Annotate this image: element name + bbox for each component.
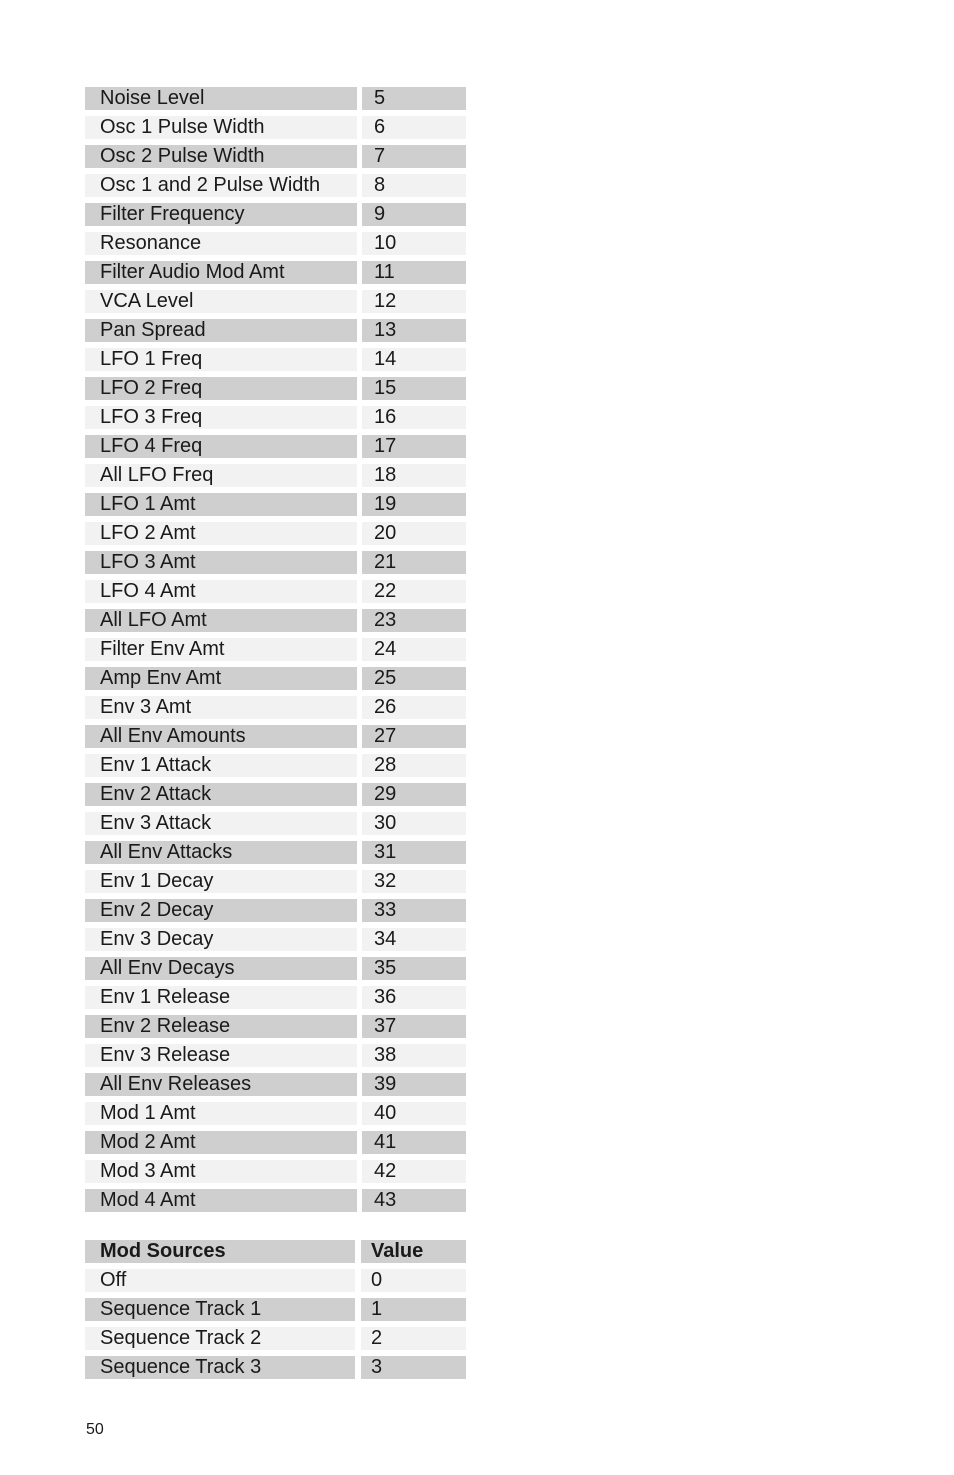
row-value: 21 xyxy=(362,551,466,574)
row-name: VCA Level xyxy=(85,290,357,313)
table-row xyxy=(85,1015,466,1044)
row-value: 32 xyxy=(362,870,466,893)
row-value: 25 xyxy=(362,667,466,690)
row-value: 42 xyxy=(362,1160,466,1183)
row-name: All LFO Amt xyxy=(85,609,357,632)
row-value: 29 xyxy=(362,783,466,806)
row-value: 0 xyxy=(361,1269,466,1292)
table-row xyxy=(85,870,466,899)
row-value: 40 xyxy=(362,1102,466,1125)
mod-sources-table xyxy=(85,1240,466,1385)
row-value: 33 xyxy=(362,899,466,922)
table-row xyxy=(85,957,466,986)
row-value: 34 xyxy=(362,928,466,951)
table-row xyxy=(85,522,466,551)
table-row xyxy=(85,406,466,435)
row-name: Sequence Track 2 xyxy=(85,1327,355,1350)
row-name: Off xyxy=(85,1269,355,1292)
table-row xyxy=(85,841,466,870)
row-value: 30 xyxy=(362,812,466,835)
row-value: 26 xyxy=(362,696,466,719)
table-row xyxy=(85,551,466,580)
table-row xyxy=(85,1102,466,1131)
table-row xyxy=(85,493,466,522)
row-value: 31 xyxy=(362,841,466,864)
row-name: Osc 1 and 2 Pulse Width xyxy=(85,174,357,197)
row-value: 9 xyxy=(362,203,466,226)
row-value: 18 xyxy=(362,464,466,487)
row-name: Resonance xyxy=(85,232,357,255)
row-name: LFO 4 Freq xyxy=(85,435,357,458)
row-name: Env 1 Decay xyxy=(85,870,357,893)
row-name: All Env Attacks xyxy=(85,841,357,864)
row-name: Pan Spread xyxy=(85,319,357,342)
row-value: 12 xyxy=(362,290,466,313)
row-name: LFO 3 Freq xyxy=(85,406,357,429)
table-row xyxy=(85,928,466,957)
table-row xyxy=(85,1356,466,1385)
row-name: Env 2 Decay xyxy=(85,899,357,922)
table-row xyxy=(85,1298,466,1327)
row-value: 13 xyxy=(362,319,466,342)
table-row xyxy=(85,174,466,203)
table-row xyxy=(85,986,466,1015)
row-value: 20 xyxy=(362,522,466,545)
table-row xyxy=(85,1269,466,1298)
row-name: Env 1 Release xyxy=(85,986,357,1009)
row-value: 19 xyxy=(362,493,466,516)
table-row xyxy=(85,1327,466,1356)
row-value: 27 xyxy=(362,725,466,748)
table-row xyxy=(85,1073,466,1102)
row-value: 17 xyxy=(362,435,466,458)
table-row xyxy=(85,145,466,174)
row-value: 11 xyxy=(362,261,466,284)
table-row xyxy=(85,290,466,319)
row-name: All Env Amounts xyxy=(85,725,357,748)
row-value: 28 xyxy=(362,754,466,777)
row-name: Env 3 Decay xyxy=(85,928,357,951)
row-value: 22 xyxy=(362,580,466,603)
row-name: Env 2 Release xyxy=(85,1015,357,1038)
row-value: 5 xyxy=(362,87,466,110)
table-row xyxy=(85,435,466,464)
header-mod-sources: Mod Sources xyxy=(85,1240,355,1263)
row-name: Mod 4 Amt xyxy=(85,1189,357,1212)
mod-destinations-table xyxy=(85,87,466,1218)
table-row xyxy=(85,87,466,116)
row-name: Mod 1 Amt xyxy=(85,1102,357,1125)
row-name: Noise Level xyxy=(85,87,357,110)
row-value: 1 xyxy=(361,1298,466,1321)
table-row xyxy=(85,464,466,493)
row-value: 3 xyxy=(361,1356,466,1379)
table-row xyxy=(85,261,466,290)
row-value: 38 xyxy=(362,1044,466,1067)
row-name: LFO 2 Amt xyxy=(85,522,357,545)
row-value: 15 xyxy=(362,377,466,400)
table-row xyxy=(85,696,466,725)
row-name: LFO 1 Freq xyxy=(85,348,357,371)
row-name: LFO 4 Amt xyxy=(85,580,357,603)
row-name: Filter Frequency xyxy=(85,203,357,226)
row-value: 14 xyxy=(362,348,466,371)
row-name: Env 3 Amt xyxy=(85,696,357,719)
table-row xyxy=(85,1189,466,1218)
row-name: Osc 1 Pulse Width xyxy=(85,116,357,139)
row-name: All LFO Freq xyxy=(85,464,357,487)
table-row xyxy=(85,754,466,783)
header-value: Value xyxy=(361,1240,466,1263)
row-value: 43 xyxy=(362,1189,466,1212)
row-name: Mod 2 Amt xyxy=(85,1131,357,1154)
row-value: 35 xyxy=(362,957,466,980)
table-row xyxy=(85,638,466,667)
table-row xyxy=(85,348,466,377)
table-header-row xyxy=(85,1240,466,1269)
row-name: Filter Env Amt xyxy=(85,638,357,661)
row-name: Sequence Track 3 xyxy=(85,1356,355,1379)
table-row xyxy=(85,116,466,145)
row-name: Env 2 Attack xyxy=(85,783,357,806)
row-value: 37 xyxy=(362,1015,466,1038)
table-row xyxy=(85,609,466,638)
row-value: 7 xyxy=(362,145,466,168)
row-value: 41 xyxy=(362,1131,466,1154)
table-row xyxy=(85,812,466,841)
table-row xyxy=(85,725,466,754)
row-value: 23 xyxy=(362,609,466,632)
row-value: 16 xyxy=(362,406,466,429)
table-row xyxy=(85,783,466,812)
row-name: Env 3 Release xyxy=(85,1044,357,1067)
table-row xyxy=(85,667,466,696)
row-name: LFO 2 Freq xyxy=(85,377,357,400)
table-row xyxy=(85,899,466,928)
row-name: Env 1 Attack xyxy=(85,754,357,777)
row-value: 2 xyxy=(361,1327,466,1350)
row-value: 10 xyxy=(362,232,466,255)
row-name: Amp Env Amt xyxy=(85,667,357,690)
row-name: Sequence Track 1 xyxy=(85,1298,355,1321)
row-name: Env 3 Attack xyxy=(85,812,357,835)
page-number: 50 xyxy=(86,1421,104,1438)
row-value: 36 xyxy=(362,986,466,1009)
row-name: Mod 3 Amt xyxy=(85,1160,357,1183)
row-name: All Env Releases xyxy=(85,1073,357,1096)
table-row xyxy=(85,580,466,609)
row-value: 24 xyxy=(362,638,466,661)
row-name: Osc 2 Pulse Width xyxy=(85,145,357,168)
row-name: All Env Decays xyxy=(85,957,357,980)
row-value: 6 xyxy=(362,116,466,139)
table-row xyxy=(85,1131,466,1160)
table-row xyxy=(85,1160,466,1189)
table-row xyxy=(85,377,466,406)
table-row xyxy=(85,232,466,261)
table-row xyxy=(85,319,466,348)
table-row xyxy=(85,203,466,232)
row-name: Filter Audio Mod Amt xyxy=(85,261,357,284)
row-value: 8 xyxy=(362,174,466,197)
table-row xyxy=(85,1044,466,1073)
row-name: LFO 3 Amt xyxy=(85,551,357,574)
row-name: LFO 1 Amt xyxy=(85,493,357,516)
row-value: 39 xyxy=(362,1073,466,1096)
